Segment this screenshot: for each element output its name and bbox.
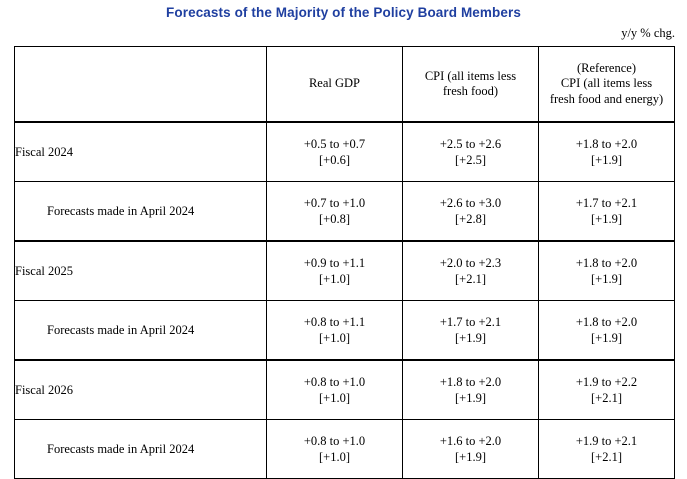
value-range: +1.7 to +2.1	[575, 195, 638, 210]
value-median: [+2.1]	[591, 391, 622, 405]
header-cpi-line1: CPI (all items less	[424, 68, 517, 83]
header-cpi-line2: fresh food)	[442, 84, 499, 98]
value-range: +1.9 to +2.2	[575, 374, 638, 389]
value-median: [+1.9]	[591, 331, 622, 345]
row-label: Forecasts made in April 2024	[15, 182, 267, 242]
row-cpi	[403, 301, 539, 361]
value-median: [+1.9]	[591, 153, 622, 167]
row-real-gdp	[267, 241, 403, 301]
row-cpi	[403, 241, 539, 301]
value-median: [+1.9]	[455, 331, 486, 345]
value-range: +1.8 to +2.0	[575, 314, 638, 329]
value-median: [+1.0]	[319, 391, 350, 405]
header-cpi-ref-line3: fresh food and energy)	[549, 91, 664, 106]
row-cpi	[403, 420, 539, 479]
table-body	[15, 122, 675, 479]
page-title: Forecasts of the Majority of the Policy Board Members	[166, 5, 521, 20]
value-range: +0.8 to +1.0	[303, 374, 366, 389]
table-header	[15, 47, 675, 123]
row-cpi	[403, 182, 539, 242]
value-median: [+0.8]	[319, 212, 350, 226]
value-range: +1.8 to +2.0	[575, 255, 638, 270]
row-label: Forecasts made in April 2024	[15, 420, 267, 479]
value-range: +1.7 to +2.1	[439, 314, 502, 329]
value-range: +0.8 to +1.1	[303, 314, 366, 329]
header-cell-real-gdp	[267, 47, 403, 123]
header-cell-cpi-reference	[539, 47, 675, 123]
value-median: [+2.1]	[591, 450, 622, 464]
value-range: +1.6 to +2.0	[439, 433, 502, 448]
row-real-gdp	[267, 360, 403, 420]
value-range: +1.9 to +2.1	[575, 433, 638, 448]
value-range: +1.8 to +2.0	[575, 136, 638, 151]
value-range: +0.7 to +1.0	[303, 195, 366, 210]
header-real-gdp-label: Real GDP	[308, 76, 361, 91]
row-real-gdp	[267, 420, 403, 479]
header-cell-blank	[15, 47, 267, 123]
value-range: +2.0 to +2.3	[439, 255, 502, 270]
value-median: [+1.9]	[455, 391, 486, 405]
value-median: [+2.5]	[455, 153, 486, 167]
row-real-gdp	[267, 301, 403, 361]
header-cpi-ref-line2: CPI (all items less	[560, 76, 653, 91]
row-cpi-reference	[539, 122, 675, 182]
value-median: [+1.0]	[319, 331, 350, 345]
row-label: Fiscal 2024	[15, 122, 267, 182]
value-range: +0.9 to +1.1	[303, 255, 366, 270]
table-row	[15, 241, 675, 301]
value-median: [+1.9]	[591, 212, 622, 226]
table-row	[15, 301, 675, 361]
table-row	[15, 182, 675, 242]
table-row	[15, 122, 675, 182]
row-cpi	[403, 122, 539, 182]
value-median: [+2.8]	[455, 212, 486, 226]
value-median: [+1.0]	[319, 272, 350, 286]
value-median: [+1.0]	[319, 450, 350, 464]
header-cpi-ref-line1: (Reference)	[577, 61, 636, 76]
value-range: +2.6 to +3.0	[439, 195, 502, 210]
value-range: +0.5 to +0.7	[303, 136, 366, 151]
row-cpi-reference	[539, 360, 675, 420]
value-median: [+2.1]	[455, 272, 486, 286]
value-median: [+1.9]	[591, 272, 622, 286]
row-cpi-reference	[539, 420, 675, 479]
value-median: [+0.6]	[319, 153, 350, 167]
value-range: +2.5 to +2.6	[439, 136, 502, 151]
table-row	[15, 360, 675, 420]
row-cpi	[403, 360, 539, 420]
row-real-gdp	[267, 182, 403, 242]
value-range: +1.8 to +2.0	[439, 374, 502, 389]
row-label: Forecasts made in April 2024	[15, 301, 267, 361]
value-range: +0.8 to +1.0	[303, 433, 366, 448]
row-label: Fiscal 2026	[15, 360, 267, 420]
header-row	[15, 47, 675, 123]
row-cpi-reference	[539, 182, 675, 242]
unit-note: y/y % chg.	[621, 26, 675, 40]
header-cell-cpi	[403, 47, 539, 123]
value-median: [+1.9]	[455, 450, 486, 464]
row-cpi-reference	[539, 301, 675, 361]
table-row	[15, 420, 675, 479]
forecast-table	[14, 46, 675, 479]
row-cpi-reference	[539, 241, 675, 301]
row-label: Fiscal 2025	[15, 241, 267, 301]
row-real-gdp	[267, 122, 403, 182]
